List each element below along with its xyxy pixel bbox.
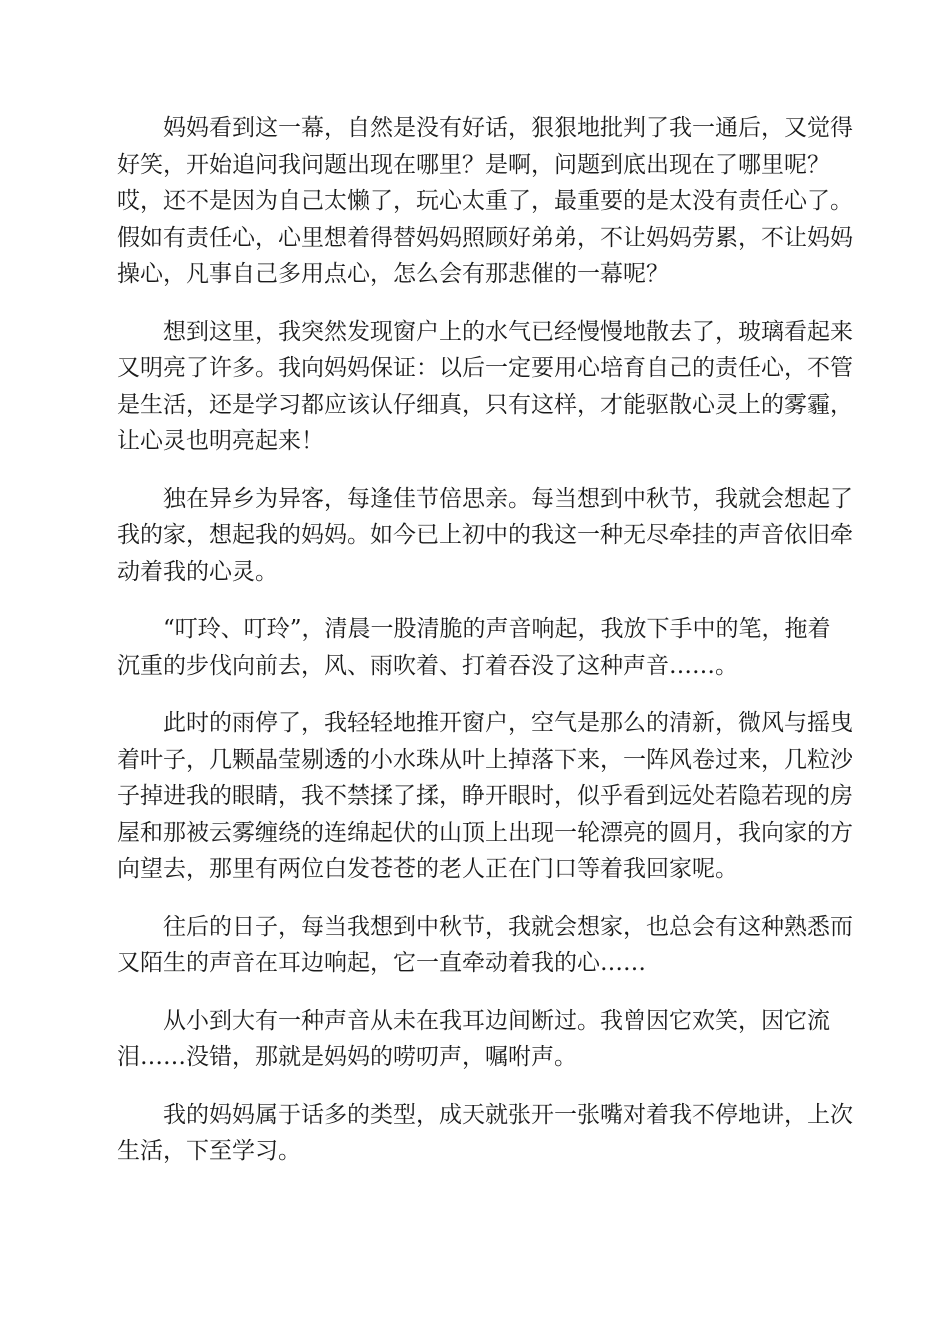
text-line: 生活，下至学习。 [117, 1138, 301, 1164]
paragraph-6 [117, 909, 853, 982]
text-line: 好笑，开始追问我问题出现在哪里？是啊，问题到底出现在了哪里呢？ [117, 151, 830, 178]
text-line: 操心，凡事自己多用点心，怎么会有那悲催的一幕呢？ [117, 261, 669, 287]
text-line: 假如有责任心，心里想着得替妈妈照顾好弟弟，不让妈妈劳累，不让妈妈 [117, 224, 853, 251]
text-line: 是生活，还是学习都应该认仔细真，只有这样，才能驱散心灵上的雾霾， [117, 391, 853, 418]
text-line: 又陌生的声音在耳边响起，它一直牵动着我的心…… [117, 950, 646, 976]
text-line: 想到这里，我突然发现窗户上的水气已经慢慢地散去了，玻璃看起来 [163, 318, 853, 345]
text-line: 动着我的心灵。 [117, 558, 278, 585]
text-line: 子掉进我的眼睛，我不禁揉了揉，睁开眼时，似乎看到远处若隐若现的房 [117, 783, 853, 809]
paragraph-5 [117, 705, 853, 888]
text-line: 往后的日子，每当我想到中秋节，我就会想家，也总会有这种熟悉而 [163, 913, 853, 940]
text-line: 从小到大有一种声音从未在我耳边间断过。我曾因它欢笑，因它流 [163, 1007, 830, 1034]
text-line: 哎，还不是因为自己太懒了，玩心太重了，最重要的是太没有责任心了。 [117, 188, 853, 214]
text-line: 屋和那被云雾缠绕的连绵起伏的山顶上出现一轮漂亮的圆月，我向家的方 [117, 819, 853, 846]
text-line: 沉重的步伐向前去，风、雨吹着、打着吞没了这种声音……。 [117, 652, 738, 679]
text-line: 独在异乡为异客，每逢佳节倍思亲。每当想到中秋节，我就会想起了 [163, 485, 853, 512]
text-line: “叮玲、叮玲”，清晨一股清脆的声音响起，我放下手中的笔，拖着 [163, 616, 831, 642]
text-line: 向望去，那里有两位白发苍苍的老人正在门口等着我回家呢。 [117, 856, 738, 882]
text-line: 着叶子，几颗晶莹剔透的小水珠从叶上掉落下来，一阵风卷过来，几粒沙 [117, 746, 853, 773]
text-line: 又明亮了许多。我向妈妈保证：以后一定要用心培育自己的责任心，不管 [117, 355, 853, 381]
text-line: 让心灵也明亮起来！ [117, 428, 324, 454]
text-line: 妈妈看到这一幕，自然是没有好话，狠狠地批判了我一通后，又觉得 [163, 115, 853, 141]
text-line: 泪……没错，那就是妈妈的唠叨声，嘱咐声。 [117, 1044, 577, 1070]
paragraph-1 [117, 110, 853, 293]
paragraph-3 [117, 481, 853, 591]
paragraph-8 [117, 1097, 853, 1170]
text-line: 此时的雨停了，我轻轻地推开窗户，空气是那么的清新，微风与摇曳 [163, 710, 853, 736]
paragraph-2 [117, 314, 853, 460]
text-line: 我的妈妈属于话多的类型，成天就张开一张嘴对着我不停地讲，上次 [163, 1101, 853, 1128]
paragraph-4 [117, 611, 833, 684]
paragraph-7 [117, 1003, 833, 1076]
text-line: 我的家，想起我的妈妈。如今已上初中的我这一种无尽牵挂的声音依旧牵 [117, 522, 853, 548]
document-page [117, 110, 853, 1191]
